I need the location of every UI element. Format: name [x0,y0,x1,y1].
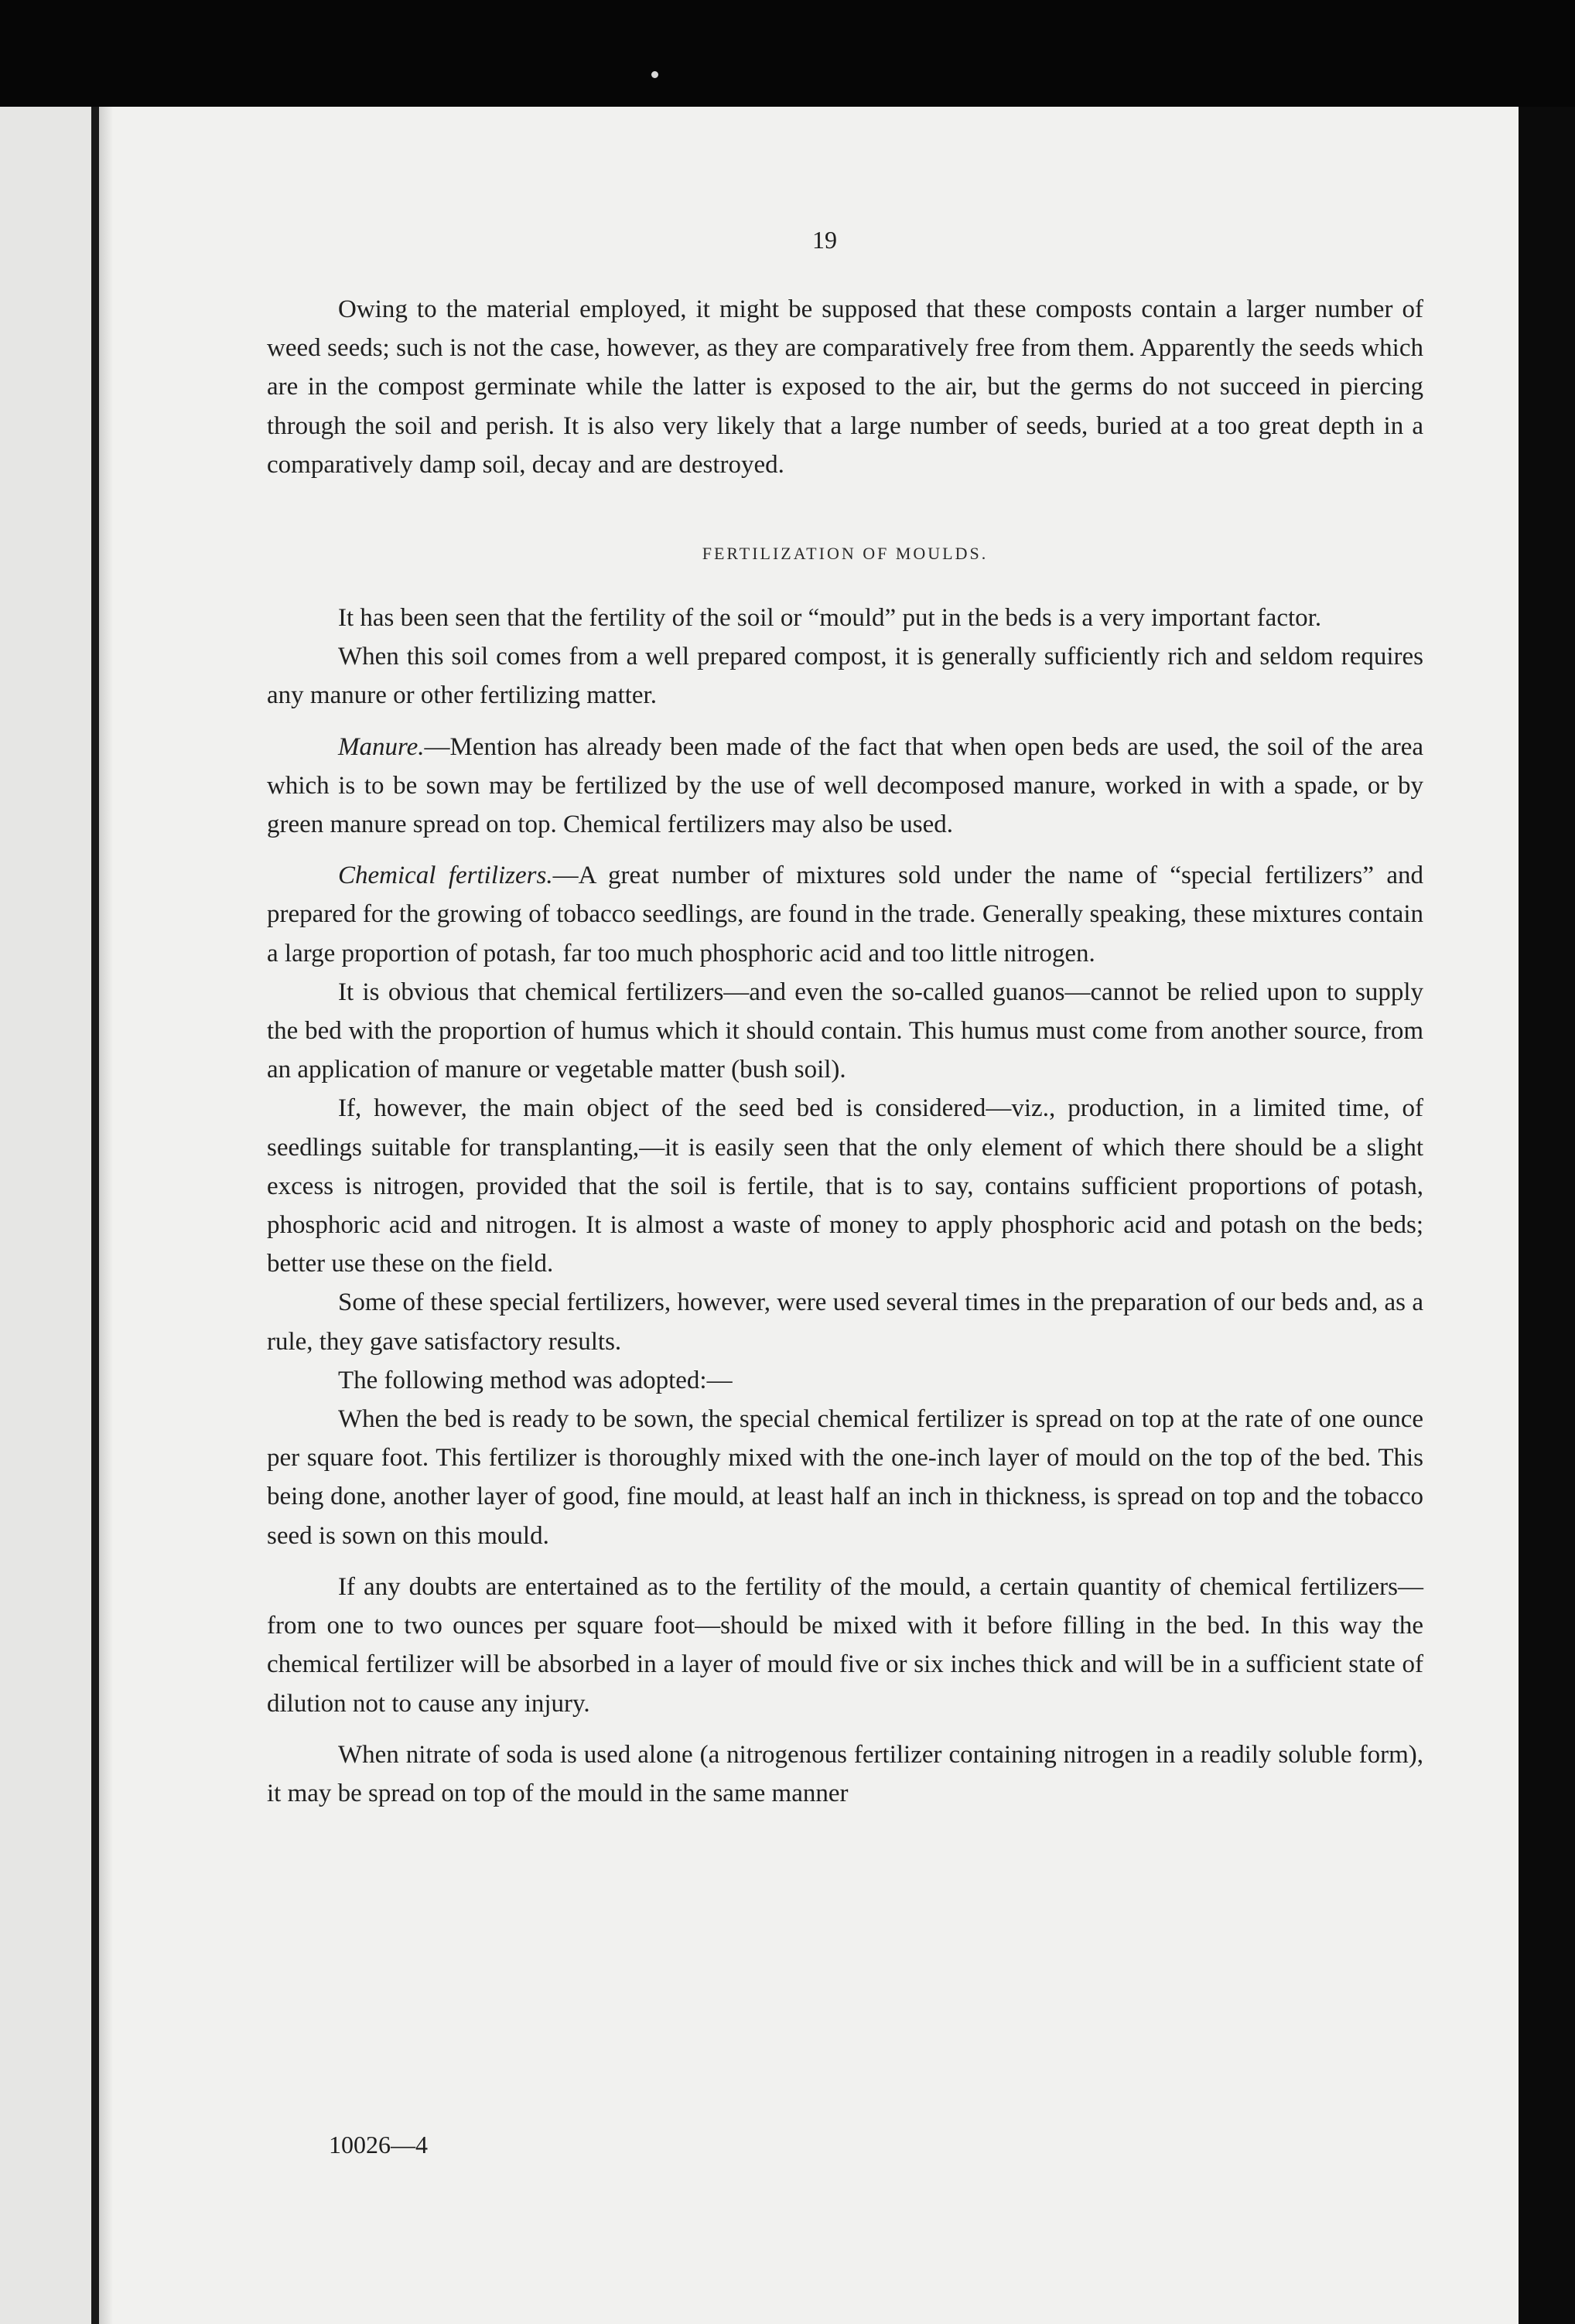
paragraph-humus: It is obvious that chemical fertilizers—and even the so-called guanos—cannot be relied upon to supply the bed with the proportion of humus which it should contain. This humus must come from another source, from an application of manure or vegetable matter (bush soil). [267,978,1423,1084]
chemical-fertilizers-text: —A great number of mixtures sold under the name of “special fertilizers” and prepared for the growing of tobacco seedlings, are found in the trade. Generally speaking, these mixtures contain a large proportion of potash, far too much phosphoric acid and too little nitrogen. [267,862,1424,967]
chemical-fertilizers-lead: Chemical fertilizers. [338,862,553,890]
paragraph-special-fertilizers-results: Some of these special fertilizers, however, were used several times in the preparation of our beds and, as a rule, they gave satisfactory results. [267,1288,1423,1356]
paragraph-method: When the bed is ready to be sown, the special chemical fertilizer is spread on top at the rate of one ounce per square foot. This fertilizer is thoroughly mixed with the one-inch layer of mould on the top of the bed. This being done, another layer of good, fine mould, at least half an inch in thickness, is spread on top and the tobacco seed is sown on this mould. [267,1405,1423,1550]
paragraph-method-intro: The following method was adopted:— [338,1366,733,1394]
paragraph-weed-seeds: Owing to the material employed, it might be supposed that these composts contain a larger number of weed seeds; such is not the case, however, as they are comparatively free from them. Apparently the seeds which are in the compost germinate while the latter is exposed to the air, but the germs do not succeed in piercing through the soil and perish. It is also very likely that a large number of seeds, buried at a too great depth in a comparatively damp soil, decay and are destroyed. [267,295,1423,479]
paragraph-manure [267,728,1423,845]
paragraph-chemical-fertilizers [267,856,1423,973]
page-body [267,290,1423,1813]
scan-left-margin [0,107,91,2324]
paragraph-compost-soil: When this soil comes from a well prepared compost, it is generally sufficiently rich and seldom requires any manure or other fertilizing matter. [267,643,1423,710]
scan-speck [651,71,658,78]
paragraph-doubts: If any doubts are entertained as to the fertility of the mould, a certain quantity of chemical fertilizers—from one to two ounces per square foot—should be mixed with it before filling in the bed. In this way the chemical fertilizer will be absorbed in a layer of mould five or six inches thick and will be in a sufficient state of dilution not to cause any injury. [267,1572,1423,1718]
section-heading: FERTILIZATION OF MOULDS. [702,544,989,564]
manure-lead: Manure. [338,732,425,761]
scan-top-band [0,0,1575,107]
page-number: 19 [812,226,837,254]
paragraph-nitrate-of-soda: When nitrate of soda is used alone (a nitrogenous fertilizer containing nitrogen in a readily soluble form), it may be spread on top of the mould in the same manner [267,1740,1423,1807]
signature-code: 10026—4 [329,2131,428,2158]
manure-text: —Mention has already been made of the fact that when open beds are used, the soil of the area which is to be sown may be fertilized by the use of well decomposed manure, worked in with a spade, or by green manure spread on top. Chemical fertilizers may also be used. [267,732,1423,839]
paragraph-fertility-intro: It has been seen that the fertility of the soil or “mould” put in the beds is a very important factor. [338,604,1322,633]
scan-right-edge [1519,107,1575,2324]
paragraph-nitrogen-excess: If, however, the main object of the seed bed is considered—viz., production, in a limited time, of seedlings suitable for transplanting,—it is easily seen that the only element of which there should be a slight excess is nitrogen, provided that the soil is fertile, that is to say, contains sufficient proportions of potash, phosphoric acid and nitrogen. It is almost a waste of money to apply phosphoric acid and potash on the beds; better use these on the field. [267,1094,1423,1278]
